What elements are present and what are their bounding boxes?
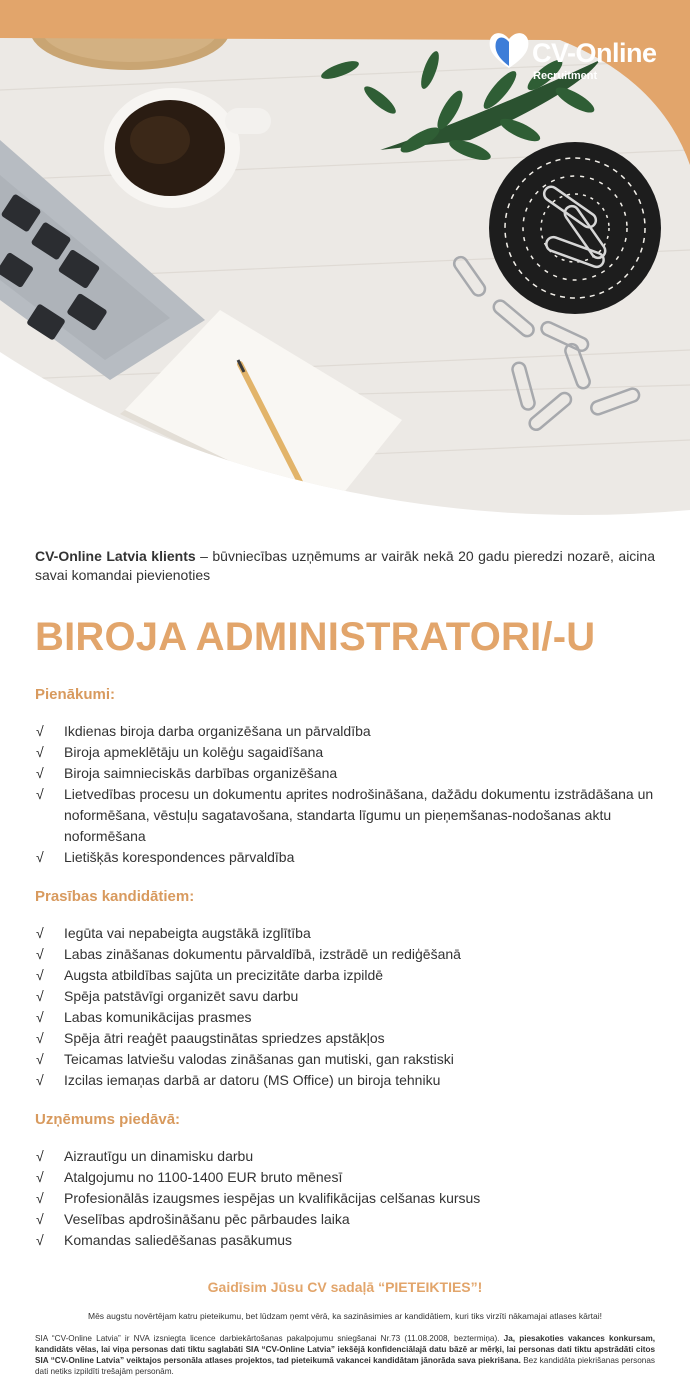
client-name: CV-Online Latvia klients (35, 548, 196, 564)
check-icon: √ (36, 946, 44, 962)
section-title-requirements: Prasības kandidātiem: (35, 888, 195, 905)
check-icon: √ (36, 1072, 44, 1088)
list-item: √ Labas komunikācijas prasmes (35, 1007, 655, 1028)
list-item: √ Augsta atbildības sajūta un precizitāte darba izpildē (35, 965, 655, 986)
section-offer (35, 1111, 655, 1251)
section-title-duties: Pienākumi: (35, 686, 116, 703)
list-item: √ Ikdienas biroja darba organizēšana un pārvaldība (35, 721, 655, 742)
check-icon: √ (36, 1211, 44, 1227)
list-item: √ Biroja apmeklētāju un kolēģu sagaidīšana (35, 742, 655, 763)
job-title: BIROJA ADMINISTRATORI/-U (35, 615, 596, 659)
list-item: √ Iegūta vai nepabeigta augstākā izglītība (35, 923, 655, 944)
selection-note: Mēs augstu novērtējam katru pieteikumu, bet lūdzam ņemt vērā, ka sazināsimies ar kandidātiem, kuri tiks virzīti nākamajai atlases kārtai! (88, 1311, 602, 1321)
check-icon: √ (36, 925, 44, 941)
list-item: √ Biroja saimnieciskās darbības organizēšana (35, 763, 655, 784)
check-icon: √ (36, 988, 44, 1004)
list-item: √ Lietvedības procesu un dokumentu aprites nodrošināšana, dažādu dokumentu izstrādāšana un noformēšana, vēstuļu sagatavošana, standarta līgumu un pieņemšanas-nodošanas aktu noformēšana (36, 786, 654, 844)
check-icon: √ (36, 765, 44, 781)
list-item: √ Aizrautīgu un dinamisku darbu (35, 1146, 655, 1167)
requirements-list (35, 923, 655, 1091)
check-icon: √ (36, 723, 44, 739)
check-icon: √ (36, 967, 44, 983)
brand-logo[interactable] (488, 30, 678, 86)
section-title-offer: Uzņēmums piedāvā: (35, 1111, 181, 1128)
list-item: √ Izcilas iemaņas darbā ar datoru (MS Office) un biroja tehniku (35, 1070, 655, 1091)
check-icon: √ (36, 849, 44, 865)
hero-banner (0, 0, 690, 520)
check-icon: √ (36, 1190, 44, 1206)
check-icon: √ (36, 744, 44, 760)
job-ad-content (35, 547, 655, 1377)
list-item: √ Atalgojumu no 1100-1400 EUR bruto mēnesī (35, 1167, 655, 1188)
check-icon: √ (36, 1009, 44, 1025)
check-icon: √ (36, 1169, 44, 1185)
intro-text: – būvniecības uzņēmums ar vairāk nekā 20 gadu pieredzi nozarē, aicina savai komandai pievienoties (35, 548, 655, 583)
check-icon: √ (36, 1232, 44, 1248)
duties-list (35, 721, 655, 868)
check-icon: √ (36, 1051, 44, 1067)
list-item: √ Profesionālās izaugsmes iespējas un kvalifikācijas celšanas kursus (35, 1188, 655, 1209)
section-duties (35, 686, 655, 868)
check-icon: √ (36, 786, 44, 802)
check-icon: √ (36, 1030, 44, 1046)
list-item: √ Teicamas latviešu valodas zināšanas gan mutiski, gan rakstiski (35, 1049, 655, 1070)
brand-tagline: Recruitment (533, 70, 598, 82)
heart-logo-icon (488, 30, 530, 70)
check-icon: √ (36, 1148, 44, 1164)
brand-name: CV-Online (532, 38, 657, 68)
list-item: √ Labas zināšanas dokumentu pārvaldībā, izstrādē un rediģēšanā (35, 944, 655, 965)
list-item: √ Lietišķās korespondences pārvaldība (35, 847, 655, 868)
section-requirements (35, 888, 655, 1091)
list-item: √ Spēja patstāvīgi organizēt savu darbu (35, 986, 655, 1007)
intro-paragraph (35, 547, 655, 585)
list-item: √ Komandas saliedēšanas pasākumus (35, 1230, 655, 1251)
list-item: √ Spēja ātri reaģēt paaugstinātas spriedzes apstākļos (35, 1028, 655, 1049)
offer-list (35, 1146, 655, 1251)
list-item: √ Veselības apdrošināšanu pēc pārbaudes laika (35, 1209, 655, 1230)
apply-call-to-action: Gaidīsim Jūsu CV sadaļā “PIETEIKTIES”! (207, 1279, 483, 1295)
legal-disclaimer: SIA “CV-Online Latvia” ir NVA izsniegta licence darbiekārtošanas pakalpojumu sniegšanai Nr.73 (11.08.2008, beztermiņa). Ja, piesakoties vakances konkursam, kandidāts vēlas, lai viņa personas dati tiktu saglabāti SIA “CV-Online Latvia” iekšējā konfidenciālajā datu bāzē ar mērķi, lai personas dati tiktu apstrādāti citos SIA “CV-Online Latvia” veiktajos personāla atlases projektos, tad pieteikumā vakancei kandidātam jānorāda sava piekrišana. Bez kandidāta piekrišanas personas dati netiks izpildīti trešajām personām. (35, 1334, 656, 1376)
